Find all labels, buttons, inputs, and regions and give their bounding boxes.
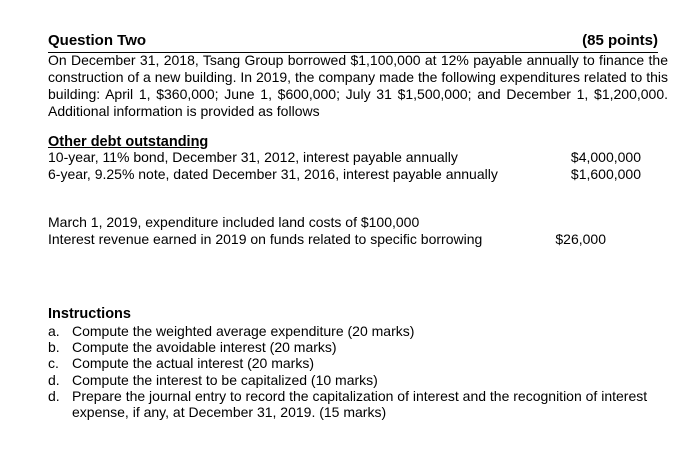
debt-row: [48, 149, 641, 166]
interest-revenue-amount: $26,000: [555, 231, 606, 247]
instruction-marker: b.: [48, 339, 60, 356]
instruction-item: [48, 372, 648, 388]
instruction-marker: d.: [48, 371, 60, 388]
instruction-marker: c.: [48, 355, 59, 372]
instruction-item: [48, 323, 648, 339]
instruction-marker: d.: [48, 387, 60, 404]
debt-row: [48, 166, 641, 183]
land-note: March 1, 2019, expenditure included land costs of $100,000: [48, 214, 420, 230]
instruction-marker: a.: [48, 323, 60, 339]
debt-amount: $4,000,000: [570, 149, 641, 165]
interest-revenue-description: Interest revenue earned in 2019 on funds related to specific borrowing: [48, 231, 483, 247]
instructions-list: [48, 323, 648, 420]
instruction-text: Prepare the journal entry to record the capitalization of interest and the recognition of interest expense, if any, at December 31, 2019. (15 marks): [72, 387, 648, 421]
question-intro: On December 31, 2018, Tsang Group borrowed $1,100,000 at 12% payable annually to finance the construction of a new building. In 2019, the company made the following expenditures related to this building: April 1, $360,000; June 1, $600,000; July 31 $1,500,000; and December 1, $1,200,000. Additional information is provided as follows: [48, 52, 668, 119]
question-points: (85 points): [582, 32, 658, 49]
instruction-text: Compute the avoidable interest (20 marks): [72, 339, 337, 356]
instruction-item: [48, 339, 648, 355]
other-debt-title: Other debt outstanding: [48, 134, 209, 150]
instruction-text: Compute the interest to be capitalized (10 marks): [72, 371, 378, 388]
instruction-item: [48, 388, 648, 420]
instruction-item: [48, 355, 648, 371]
debt-amount: $1,600,000: [570, 166, 641, 182]
instructions-title: Instructions: [48, 306, 131, 322]
land-note-row: [48, 214, 641, 231]
debt-description: 10-year, 11% bond, December 31, 2012, interest payable annually: [48, 149, 458, 165]
debt-description: 6-year, 9.25% note, dated December 31, 2016, interest payable annually: [48, 166, 498, 182]
instruction-text: Compute the weighted average expenditure (20 marks): [72, 323, 415, 339]
question-heading: [48, 32, 658, 53]
instruction-text: Compute the actual interest (20 marks): [72, 355, 314, 372]
interest-revenue-row: [48, 231, 606, 248]
question-title: Question Two: [48, 32, 147, 49]
